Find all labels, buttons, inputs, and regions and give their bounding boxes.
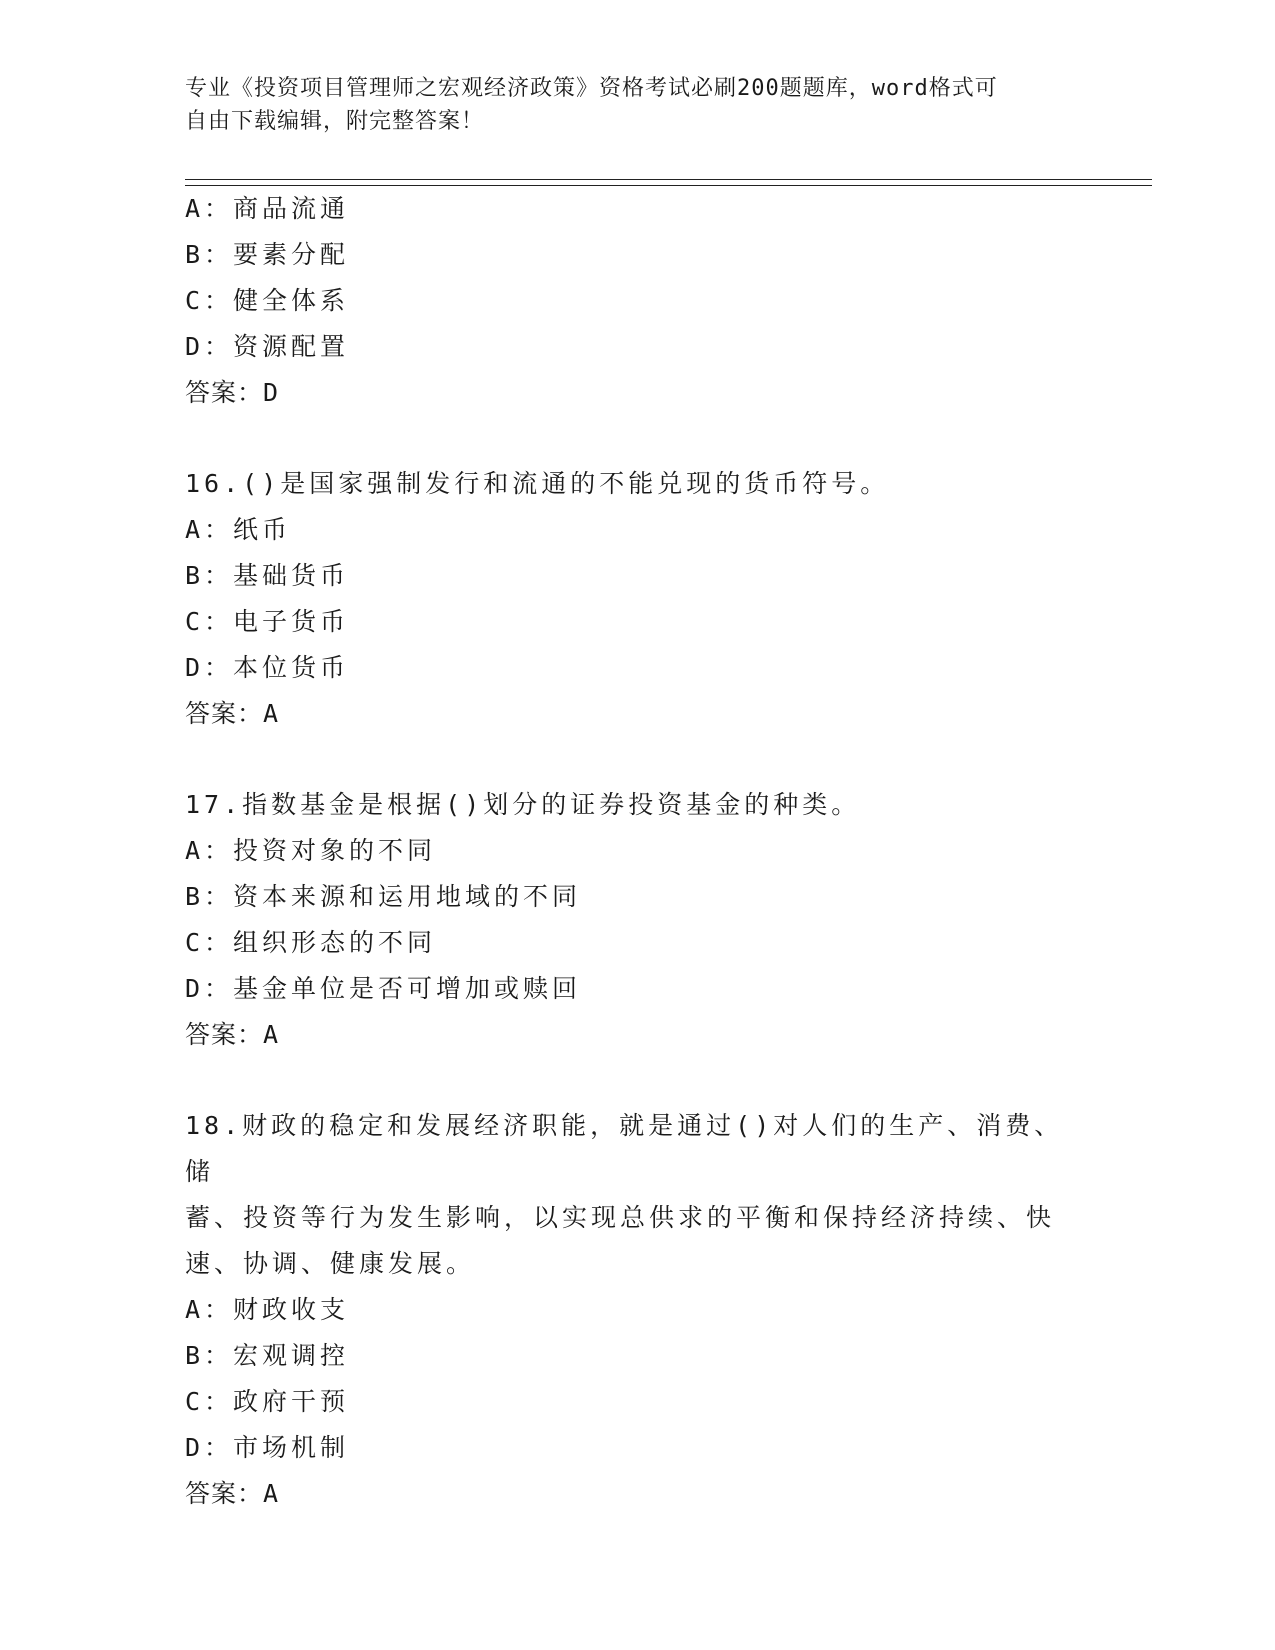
- question-list: [185, 186, 1085, 1517]
- header-divider: [185, 179, 1152, 186]
- header-title-line-1: 专业《投资项目管理师之宏观经济政策》资格考试必刷200题题库，word格式可: [185, 76, 998, 101]
- question-16: [185, 461, 1085, 737]
- question-17: [185, 782, 1085, 1058]
- option-d: D：本位货币: [185, 653, 350, 682]
- option-d: D：资源配置: [185, 332, 350, 361]
- question-stem-line-3: 速、协调、健康发展。: [185, 1249, 476, 1278]
- option-d: D：基金单位是否可增加或赎回: [185, 974, 582, 1003]
- question-18: [185, 1103, 1085, 1517]
- option-c: C：健全体系: [185, 286, 350, 315]
- spacer: [185, 737, 1085, 782]
- page-header: [185, 72, 1065, 138]
- header-title-line-2: 自由下载编辑，附完整答案！: [185, 109, 485, 134]
- question-stem-line-2: 蓄、投资等行为发生影响，以实现总供求的平衡和保持经济持续、快: [185, 1203, 1056, 1232]
- option-d: D：市场机制: [185, 1433, 350, 1462]
- answer-line: 答案：D: [185, 378, 280, 407]
- option-b: B：宏观调控: [185, 1341, 350, 1370]
- spacer: [185, 416, 1085, 461]
- answer-line: 答案：A: [185, 1020, 280, 1049]
- question-continuation: [185, 186, 1085, 416]
- option-a: A：商品流通: [185, 194, 350, 223]
- option-a: A：财政收支: [185, 1295, 350, 1324]
- spacer: [185, 1058, 1085, 1103]
- option-a: A：纸币: [185, 515, 292, 544]
- question-stem: 17.指数基金是根据()划分的证券投资基金的种类。: [185, 790, 861, 819]
- option-a: A：投资对象的不同: [185, 836, 437, 865]
- answer-line: 答案：A: [185, 1479, 280, 1508]
- question-stem-line-1: 18.财政的稳定和发展经济职能，就是通过()对人们的生产、消费、储: [185, 1111, 1064, 1186]
- option-c: C：电子货币: [185, 607, 350, 636]
- question-stem: 16.()是国家强制发行和流通的不能兑现的货币符号。: [185, 469, 890, 498]
- answer-line: 答案：A: [185, 699, 280, 728]
- option-b: B：资本来源和运用地域的不同: [185, 882, 582, 911]
- option-b: B：基础货币: [185, 561, 350, 590]
- option-c: C：政府干预: [185, 1387, 350, 1416]
- option-b: B：要素分配: [185, 240, 350, 269]
- option-c: C：组织形态的不同: [185, 928, 437, 957]
